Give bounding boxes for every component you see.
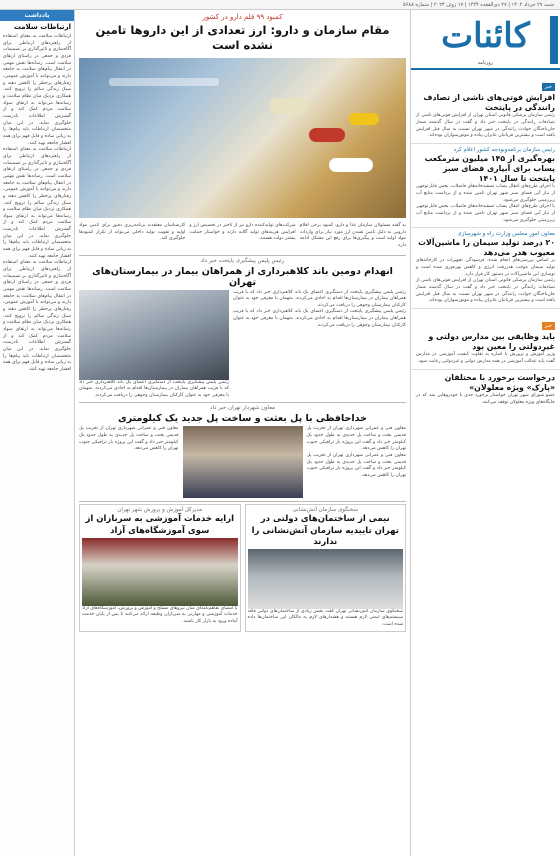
right-story-3 xyxy=(411,228,560,309)
article-body-continued: رئیس پلیس پیشگیری پایتخت از دستگیری اعضای یک باند کلاهبرداری خبر داد که با فریب همراهان بیماران در بیمارستان‌ها اقدام به اخاذی می‌کردند. متهمان با معرفی خود به عنوان کارکنان بیمارستان وجوهی را دریافت می‌کردند. xyxy=(233,309,406,328)
photo-military-official xyxy=(82,538,238,606)
right-story-2 xyxy=(411,144,560,228)
article-body: معاون فنی و عمرانی شهرداری تهران از تخریب پل قدیمی بعثت و ساخت پل جدیدی به طول حدود یک کیلومتر خبر داد و گفت این پروژه بار ترافیکی جنوب تهران را کاهش می‌دهد. xyxy=(306,426,406,452)
newspaper-logo: کائنات xyxy=(441,16,530,56)
photo-handcuffs xyxy=(79,290,229,380)
article-body: رئیس پلیس پیشگیری پایتخت از دستگیری اعضای یک باند کلاهبرداری خبر داد که با فریب همراهان بیماران در بیمارستان‌ها اقدام به اخاذی می‌کردند. متهمان با معرفی خود به عنوان کارکنان بیمارستان وجوهی را دریافت می‌کردند. xyxy=(79,379,229,398)
pill-shape xyxy=(329,158,373,172)
article-body-continued: ارتباطات سلامت به معنای استفاده از راهبردهای ارتباطی برای آگاه‌سازی و تاثیرگذاری بر تصمیمات فردی و جمعی در راستای ارتقای سلامت است. رسانه‌ها نقش مهمی در انتقال پیام‌های سلامت به جامعه دارند و می‌توانند با آموزش عمومی، رفتارهای پرخطر را کاهش دهند و سبک زندگی سالم را ترویج کنند. همکاری نزدیک میان نظام سلامت و رسانه‌ها می‌تواند به ارتقای سواد سلامت مردم کمک کند و از گسترش اطلاعات نادرست جلوگیری نماید. در این میان متخصصان ارتباطات باید پیام‌ها را به زبانی ساده و قابل فهم برای همه اقشار جامعه تهیه کنند. xyxy=(3,147,71,259)
pill-shape xyxy=(309,128,345,142)
story-3 xyxy=(79,402,406,498)
headline: خداحافظی با پل بعثت و ساخت پل جدید یک کیلومتری xyxy=(118,413,367,425)
right-story-1 xyxy=(411,70,560,144)
photo-official xyxy=(183,426,303,498)
article-body: سخنگوی سازمان آتش‌نشانی تهران گفت بخش زیادی از ساختمان‌های دولتی فاقد سیستم‌های ایمنی لازم هستند و هشدارهای لازم به مالکان این ساختمان‌ها داده شده است. xyxy=(247,608,403,627)
tag-badge: خبر xyxy=(542,322,555,330)
article-body-continued: با اجرای طرح‌های انتقال پساب تصفیه‌خانه‌های فاضلاب، بخش قابل‌توجهی از نیاز آبی فضای سبز شهر تهران تامین شده و از برداشت منابع آب زیرزمینی جلوگیری می‌شود. xyxy=(416,204,555,223)
stethoscope-shape xyxy=(109,78,219,86)
lead-headline: مقام سازمان و دارو: ارز تعدادی از این داروها تامین نشده است xyxy=(95,23,390,52)
article-body: رئیس سازمان پزشکی قانونی استان تهران از افزایش فوتی‌های ناشی از تصادفات رانندگی در پایتخت خبر داد و گفت در سال گذشته شمار جان‌باختگان حوادث رانندگی در شهر تهران نسبت به سال قبل افزایش یافته است و بیشترین قربانیان عابران پیاده و موتورسواران بوده‌اند. xyxy=(416,113,555,139)
tag-badge: خبر xyxy=(542,83,555,91)
article-body-continued: رئیس سازمان پزشکی قانونی استان تهران از افزایش فوتی‌های ناشی از تصادفات رانندگی در پایتخت خبر داد و گفت در سال گذشته شمار جان‌باختگان حوادث رانندگی در شهر تهران نسبت به سال قبل افزایش یافته است و بیشترین قربانیان عابران پیاده و موتورسواران بوده‌اند. xyxy=(416,278,555,304)
masthead-side-bar xyxy=(550,16,558,64)
headline: باید وظایفی بین مدارس دولتی و غیردولتی را معین بود xyxy=(428,332,555,352)
article-body: با اجرای طرح‌های انتقال پساب تصفیه‌خانه‌های فاضلاب، بخش قابل‌توجهی از نیاز آبی فضای سبز شهر تهران تامین شده و از برداشت منابع آب زیرزمینی جلوگیری می‌شود. xyxy=(416,184,555,203)
article-body: وزیر آموزش و پرورش با اشاره به تفاوت کیفیت آموزشی در مدارس گفت باید عدالت آموزشی در همه مدارس دولتی و غیردولتی رعایت شود. xyxy=(416,352,555,364)
kicker: مدیرکل آموزش و پرورش شهر تهران xyxy=(117,507,203,514)
right-column xyxy=(410,10,560,856)
right-story-4 xyxy=(411,309,560,370)
pill-shape xyxy=(349,113,379,125)
left-column xyxy=(0,10,75,856)
story-2 xyxy=(79,255,406,400)
kicker: معاون شهردار تهران خبر داد xyxy=(210,405,275,412)
headline: ۲۰ درصد تولید سیمان را ماشین‌آلات معیوب هدر می‌دهد xyxy=(418,238,555,258)
date-line: شنبه ۲۷ خرداد ۱۴۰۲ | ۲۷ ذی‌القعده ۱۴۴۴ | ۱۷ ژوئن ۲۰۲۳ | شماره ۵۶۸۸ xyxy=(0,0,560,10)
kicker: رئیس سازمان برنامه‌وبودجه کشور اعلام کرد xyxy=(453,146,555,153)
column-header: یادداشت xyxy=(0,10,74,21)
photo-building xyxy=(248,549,404,609)
headline: نیمی از ساختمان‌های دولتی در تهران تاییدیه سازمان آتش‌نشانی را ندارند xyxy=(251,514,399,547)
headline: ارتباطات سلامت xyxy=(13,23,71,31)
headline: ارایه خدمات آموزشی به سربازان از سوی آموزشگاه‌های آزاد xyxy=(85,514,234,536)
bottom-stories xyxy=(79,501,406,631)
story-4 xyxy=(79,504,241,631)
headline: افزایش فوتی‌های ناشی از تصادف رانندگی در پایتخت xyxy=(423,93,555,113)
kicker: رئیس پلیس پیشگیری پایتخت خبر داد xyxy=(200,257,285,264)
kicker: سخنگوی سازمان آتش‌نشانی xyxy=(292,507,358,514)
article-body-continued: ارتباطات سلامت به معنای استفاده از راهبردهای ارتباطی برای آگاه‌سازی و تاثیرگذاری بر تصمیمات فردی و جمعی در راستای ارتقای سلامت است. رسانه‌ها نقش مهمی در انتقال پیام‌های سلامت به جامعه دارند و می‌توانند با آموزش عمومی، رفتارهای پرخطر را کاهش دهند و سبک زندگی سالم را ترویج کنند. همکاری نزدیک میان نظام سلامت و رسانه‌ها می‌تواند به ارتقای سواد سلامت مردم کمک کند و از گسترش اطلاعات نادرست جلوگیری نماید. در این میان متخصصان ارتباطات باید پیام‌ها را به زبانی ساده و قابل فهم برای همه اقشار جامعه تهیه کنند. xyxy=(3,260,71,372)
lead-photo-pills-and-money xyxy=(79,58,406,218)
article-body: عضو شورای شهر تهران خواستار برخورد جدی با خودروهایی شد که در جایگاه‌های ویژه معلولان توقف می‌کنند. xyxy=(416,392,555,405)
story-5 xyxy=(245,504,407,631)
headline: درخواست برخورد با مختلفان «پارک» ویژه معلولان» xyxy=(444,372,555,392)
article-body: رئیس پلیس پیشگیری پایتخت از دستگیری اعضای یک باند کلاهبرداری خبر داد که با فریب همراهان بیماران در بیمارستان‌ها اقدام به اخاذی می‌کردند. متهمان با معرفی خود به عنوان کارکنان بیمارستان وجوهی را دریافت می‌کردند. xyxy=(233,289,406,308)
main-area xyxy=(75,10,410,856)
lead-col-1: به گفته مسئولان سازمان غذا و دارو، کمبود برخی اقلام دارویی به دلیل تامین نشدن ارز مورد نیاز برای واردات مواد اولیه است و پیگیری‌ها برای رفع این مشکل ادامه دارد. xyxy=(299,222,406,248)
right-story-5 xyxy=(411,370,560,410)
pill-shape xyxy=(269,98,309,114)
lead-kicker: کمبود ۹۹ قلم دارو در کشور xyxy=(202,13,283,21)
lead-col-2: شرکت‌های تولیدکننده دارو نیز از تاخیر در تخصیص ارز و افزایش هزینه‌های تولید گلایه دارند و خواستار حمایت بیشتر دولت هستند. xyxy=(189,222,296,242)
masthead xyxy=(411,10,560,70)
lead-columns xyxy=(75,221,410,252)
headline: انهدام دومین باند کلاهبرداری از همراهان بیمار در بیمارستان‌های تهران xyxy=(92,265,393,288)
headline: بهره‌گیری از ۱۴۵ میلیون مترمکعب پساب برای آبیاری فضای سبز پایتخت تا سال ۱۴۰۱ xyxy=(424,153,555,184)
article-body: با امضای تفاهم‌نامه‌ای میان نیروهای مسلح و آموزش و پرورش، آموزشگاه‌های آزاد خدمات آموزشی و مهارتی به سربازان وظیفه ارائه می‌کنند تا پس از پایان خدمت آماده ورود به بازار کار باشند. xyxy=(82,605,238,624)
kicker: معاون امور مجلس وزارت راه و شهرسازی xyxy=(457,231,555,238)
masthead-side-label: روزنامه xyxy=(477,60,494,66)
lead-col-3: کارشناسان معتقدند برنامه‌ریزی دقیق برای تامین مواد اولیه و تقویت تولید داخلی می‌تواند از تکرار کمبودها جلوگیری کند. xyxy=(79,222,186,242)
article-body-continued: معاون فنی و عمرانی شهرداری تهران از تخریب پل قدیمی بعثت و ساخت پل جدیدی به طول حدود یک کیلومتر خبر داد و گفت این پروژه بار ترافیکی جنوب تهران را کاهش می‌دهد. xyxy=(306,453,406,479)
article-body: ارتباطات سلامت به معنای استفاده از راهبردهای ارتباطی برای آگاه‌سازی و تاثیرگذاری بر تصمیمات فردی و جمعی در راستای ارتقای سلامت است. رسانه‌ها نقش مهمی در انتقال پیام‌های سلامت به جامعه دارند و می‌توانند با آموزش عمومی، رفتارهای پرخطر را کاهش دهند و سبک زندگی سالم را ترویج کنند. همکاری نزدیک میان نظام سلامت و رسانه‌ها می‌تواند به ارتقای سواد سلامت مردم کمک کند و از گسترش اطلاعات نادرست جلوگیری نماید. در این میان متخصصان ارتباطات باید پیام‌ها را به زبانی ساده و قابل فهم برای همه اقشار جامعه تهیه کنند. xyxy=(3,34,71,146)
article-body: بر اساس بررسی‌های انجام شده، فرسودگی تجهیزات در کارخانه‌های تولید سیمان موجب هدررفت انرژی و کاهش بهره‌وری شده است و نوسازی این ماشین‌آلات در دستور کار قرار دارد. xyxy=(416,258,555,277)
article-body: معاون فنی و عمرانی شهرداری تهران از تخریب پل قدیمی بعثت و ساخت پل جدیدی به طول حدود یک کیلومتر خبر داد و گفت این پروژه بار ترافیکی جنوب تهران را کاهش می‌دهد. xyxy=(79,426,179,452)
